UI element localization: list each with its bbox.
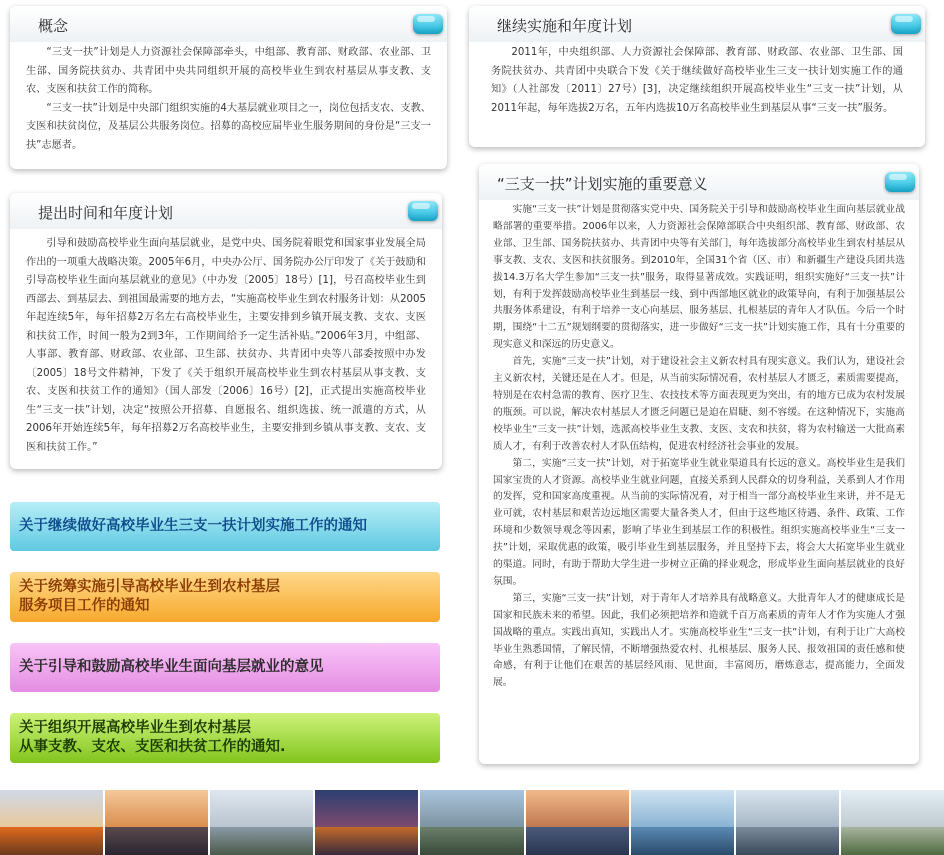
tab-badge-icon — [408, 201, 438, 221]
tab-badge-icon — [885, 172, 915, 192]
concept-paragraph: “三支一扶”计划是人力资源社会保障部牵头，中组部、教育部、财政部、农业部、卫生部、国务院扶贫办、共青团中央共同组织开展的高校毕业生到农村基层从事支教、支农、支医和扶贫工作的简称。 — [26, 47, 431, 95]
concept-paragraph: “三支一扶”计划是中央部门组织实施的4大基层就业项目之一，岗位包括支农、支教、支医和扶贫岗位，及基层公共服务岗位。招募的高校应届毕业生服务期间的身份是“三支一扶”志愿者。 — [26, 102, 431, 151]
link-organize-notice[interactable] — [10, 713, 440, 763]
significance-body — [479, 200, 919, 692]
continue-title: 继续实施和年度计划 — [497, 17, 633, 35]
concept-card-header — [10, 6, 447, 42]
link-label: 关于组织开展高校毕业生到农村基层 从事支教、支农、支医和扶贫工作的通知. — [19, 720, 286, 755]
proposed-card-header — [10, 193, 442, 229]
proposed-paragraph: 引导和鼓励高校毕业生面向基层就业，是党中央、国务院着眼党和国家事业发展全局作出的一项重大战略决策。2005年6月，中央办公厅、国务院办公厅印发了《关于鼓励和引导高校毕业生面向基层就业的意见》（中办发〔2005〕18号）[1]，号召高校毕业生到西部去、到基层去、到祖国最需要的地方去，“实施高校毕业生到农村服务计划：从2005年起连续5年，每年招募2万名左右高校毕业生，主要安排到乡镇开展支教、支农、支医和扶贫工作，时间一般为2到3年，工作期间给予一定生活补贴。”2006年3月，中组部、人事部、教育部、财政部、农业部、卫生部、扶贫办、共青团中央等八部委按照中办发〔2005〕18号文件精神，下发了《关于组织开展高校毕业生到农村基层从事支教、支农、支医和扶贫工作的通知》（国人部发〔2006〕16号）[2]，正式提出实施高校毕业生“三支一扶”计划，决定“按照公开招募、自愿报名、组织选拔、统一派遣的方式，从2006年开始连续5年，每年招募2万名高校毕业生，主要安排到乡镇从事支教、支农、支医和扶贫工作。” — [26, 238, 426, 453]
photo-night-city — [315, 790, 418, 855]
link-continue-notice[interactable] — [10, 502, 440, 551]
photo-aerial-city — [420, 790, 523, 855]
photo-river-city — [526, 790, 629, 855]
continue-card-header — [469, 6, 925, 42]
significance-paragraph: 首先，实施“三支一扶”计划，对于建设社会主义新农村具有现实意义。我们认为，建设社会主义新农村，关键还是在人才。但是，从当前实际情况看，农村基层人才匮乏，素质需要提高，特别是在农村急需的教育、医疗卫生、农技技术等方面表现更为突出，有的地方已成为农村发展的瓶颈。可以说，解决农村基层人才匮乏问题已是迫在眉睫、刻不容缓。在这种情况下，实施高校毕业生“三支一扶”计划，选派高校毕业生支教、支医、支农和扶贫，将为农村输送一大批高素质人才，有利于改善农村人才队伍结构，促进农村经济社会事业的发展。 — [493, 356, 905, 452]
proposed-body — [10, 229, 442, 457]
significance-paragraph: 第三，实施“三支一扶”计划，对于青年人才培养具有战略意义。大批青年人才的健康成长是国家和民族未来的希望。因此，我们必须把培养和造就千百万高素质的青年人才作为实施人才强国战略的重点。实践出真知，实践出人才。实施高校毕业生“三支一扶”计划，有利于让广大高校毕业生熟悉国情，了解民情，不断增强热爱农村、扎根基层、服务人民、报效祖国的责任感和使命感，有利于让他们在艰苦的基层经风雨、见世面，丰富阅历，磨炼意志，提高能力，全面发展。 — [493, 592, 905, 689]
concept-title: 概念 — [38, 17, 69, 35]
significance-paragraph: 第二，实施“三支一扶”计划，对于拓宽毕业生就业渠道具有长远的意义。高校毕业生是我们国家宝贵的人才资源。高校毕业生就业问题，直接关系到人民群众的切身利益，关系到人才作用的发挥，党和国家高度重视。从当前的实际情况看，对于相当一部分高校毕业生来讲，并不是无业可就，农村基层和艰苦边远地区需要大量各类人才，但由于这些地区待遇、条件、政策、工作环境和少数领导观念等因素，影响了毕业生到基层工作的积极性。组织实施高校毕业生“三支一扶”计划，采取优惠的政策，吸引毕业生到基层服务，并且坚持下去，将会大大拓宽毕业生就业的渠道。同时，有助于帮助大学生进一步树立正确的择业观念，形成毕业生面向基层就业的良好氛围。 — [493, 457, 905, 587]
continue-paragraph: 2011年，中央组织部、人力资源社会保障部、教育部、财政部、农业部、卫生部、国务院扶贫办、共青团中央联合下发《关于继续做好高校毕业生三支一扶计划实施工作的通知》（人社部发〔2011〕27号）[3]，决定继续组织开展高校毕业生“三支一扶”计划，从2011年起，每年选拔2万名，五年内选拔10万名高校毕业生到基层从事“三支一扶”服务。 — [491, 47, 903, 114]
photo-strip — [0, 790, 944, 855]
continue-body — [469, 42, 925, 118]
photo-workers — [0, 790, 103, 855]
photo-bridge — [631, 790, 734, 855]
continue-card — [469, 6, 925, 147]
significance-title: “三支一扶”计划实施的重要意义 — [497, 175, 708, 193]
concept-body — [10, 42, 447, 155]
proposed-title: 提出时间和年度计划 — [38, 204, 174, 222]
tab-badge-icon — [413, 14, 443, 34]
link-label: 关于继续做好高校毕业生三支一扶计划实施工作的通知 — [19, 518, 367, 534]
link-coordinate-notice[interactable] — [10, 572, 440, 622]
significance-card — [479, 164, 919, 764]
link-label: 关于统筹实施引导高校毕业生到农村基层 服务项目工作的通知 — [19, 579, 280, 614]
photo-interchange — [841, 790, 944, 855]
proposed-card — [10, 193, 442, 469]
significance-paragraph: 实施“三支一扶”计划是贯彻落实党中央、国务院关于引导和鼓励高校毕业生面向基层就业战略部署的重要举措。2006年以来，人力资源社会保障部联合中央组织部、教育部、财政部、农业部、卫生部、国务院扶贫办、共青团中央等有关部门，每年选拔部分高校毕业生到农村基层从事支教、支农、支医和扶贫服务。到2010年，全国31个省（区、市）和新疆生产建设兵团共选拔14.3万名大学生参加“三支一扶”服务，取得显著成效。实践证明，组织实施好“三支一扶”计划，有利于发挥鼓励高校毕业生到基层一线、到中西部地区就业的政策导向，有利于加强基层公共服务体系建设，有利于培养一支心向基层、服务基层、扎根基层的青年人才队伍。今后一个时期，围绕“十二五”规划纲要的贯彻落实，进一步做好“三支一扶”计划实施工作，具有十分重要的现实意义和深远的历史意义。 — [493, 204, 905, 351]
tab-badge-icon — [891, 14, 921, 34]
photo-tower — [736, 790, 839, 855]
link-guide-opinion[interactable] — [10, 643, 440, 692]
significance-card-header — [479, 164, 919, 200]
concept-card — [10, 6, 447, 169]
photo-skyline-day — [210, 790, 313, 855]
link-label: 关于引导和鼓励高校毕业生面向基层就业的意见 — [19, 659, 324, 675]
photo-skyline-sunset — [105, 790, 208, 855]
